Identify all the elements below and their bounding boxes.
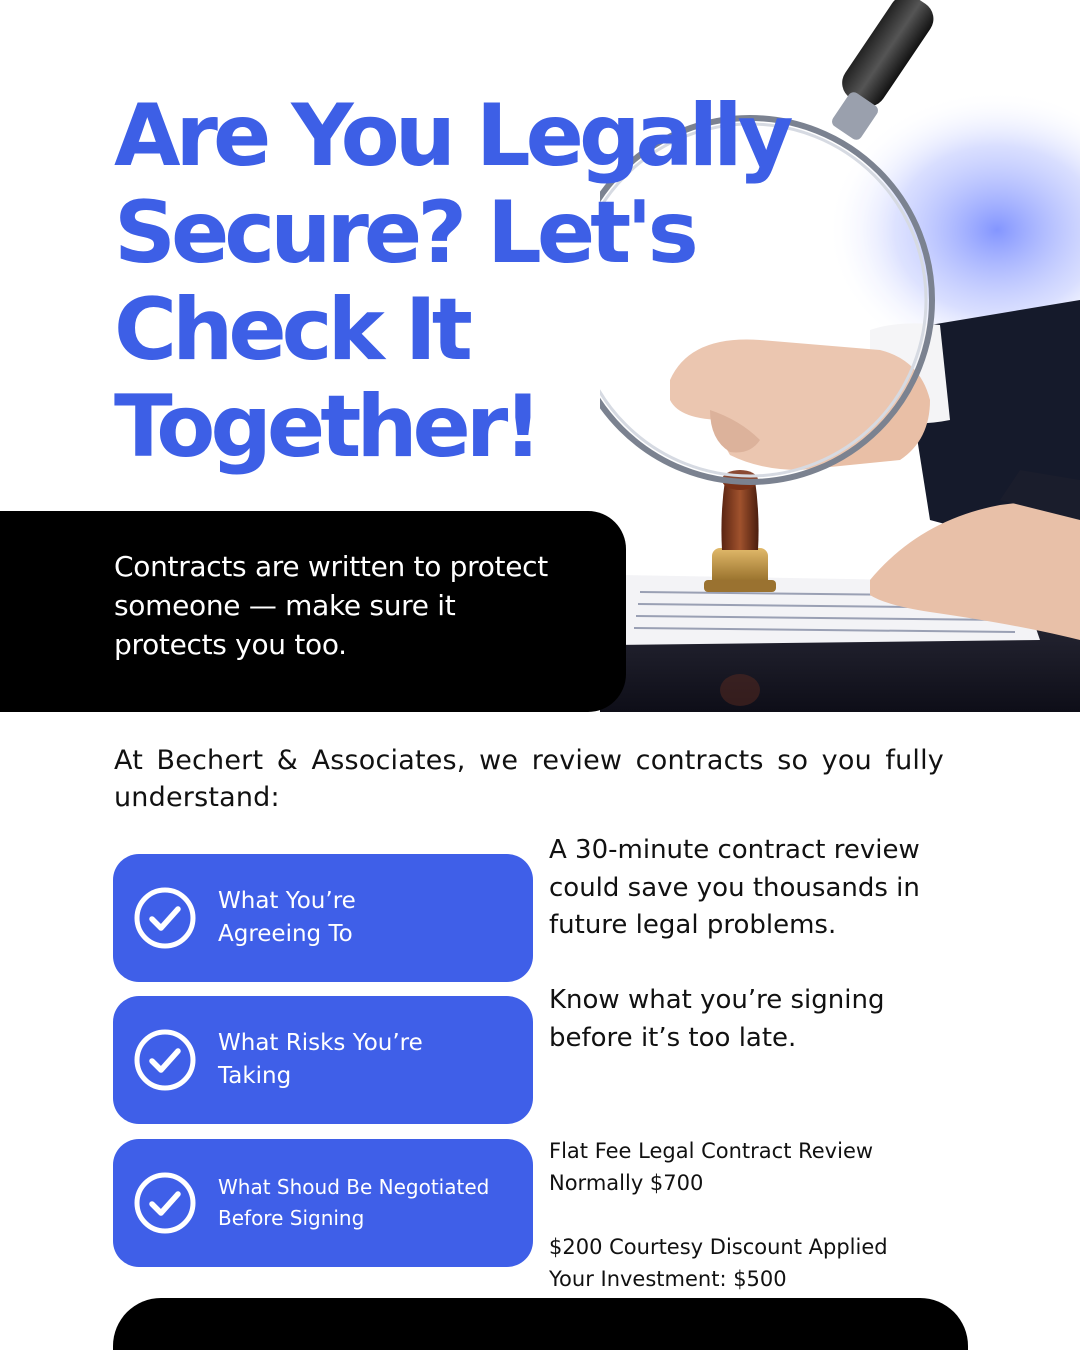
pricing-discount: $200 Courtesy Discount Applied	[549, 1235, 888, 1259]
pricing-offer	[549, 1231, 969, 1295]
signing-warning-text	[549, 982, 944, 1057]
signing-line-2: before it’s too late.	[549, 1022, 797, 1053]
page-title-line-2: Secure? Let's	[114, 183, 694, 283]
page-title-line-3: Check It	[114, 280, 468, 380]
checklist-label-line-1: What Shoud Be Negotiated	[218, 1175, 490, 1199]
checklist-label-line-1: What Risks You’re	[218, 1030, 423, 1056]
checklist-card-risks	[113, 996, 533, 1124]
check-circle-icon	[133, 1171, 197, 1235]
pricing-investment: Your Investment: $500	[549, 1267, 787, 1291]
checklist-label	[218, 996, 523, 1124]
review-value-text	[549, 832, 944, 945]
page-title-line-1: Are You Legally	[114, 86, 789, 186]
review-line-2: could save you thousands in	[549, 872, 920, 903]
page-title-line-4: Together!	[114, 377, 538, 477]
intro-text: At Bechert & Associates, we review contracts so you fully understand:	[114, 745, 944, 813]
checklist-card-agreeing	[113, 854, 533, 982]
pricing-normal	[549, 1135, 969, 1199]
check-circle-icon	[133, 886, 197, 950]
review-line-1: A 30-minute contract review	[549, 835, 920, 865]
checklist-card-negotiated	[113, 1139, 533, 1267]
tagline-text	[114, 547, 584, 664]
tagline-line-3: protects you too.	[114, 628, 347, 661]
checklist-label-line-2: Taking	[218, 1063, 292, 1089]
pricing-service: Flat Fee Legal Contract Review	[549, 1139, 874, 1163]
pricing-normal-price: Normally $700	[549, 1171, 704, 1195]
tagline-line-2: someone — make sure it	[114, 589, 456, 622]
tagline-line-1: Contracts are written to protect	[114, 550, 548, 583]
signing-line-1: Know what you’re signing	[549, 985, 885, 1015]
checklist-label	[218, 1139, 533, 1267]
checklist-label-line-2: Before Signing	[218, 1206, 365, 1230]
page-title	[114, 88, 874, 476]
tagline-panel	[0, 511, 626, 712]
checklist-label-line-1: What You’re	[218, 888, 356, 914]
checklist-label	[218, 854, 523, 982]
bottom-cta-bar	[113, 1298, 968, 1350]
review-line-3: future legal problems.	[549, 910, 837, 940]
check-circle-icon	[133, 1028, 197, 1092]
checklist-label-line-2: Agreeing To	[218, 921, 353, 947]
